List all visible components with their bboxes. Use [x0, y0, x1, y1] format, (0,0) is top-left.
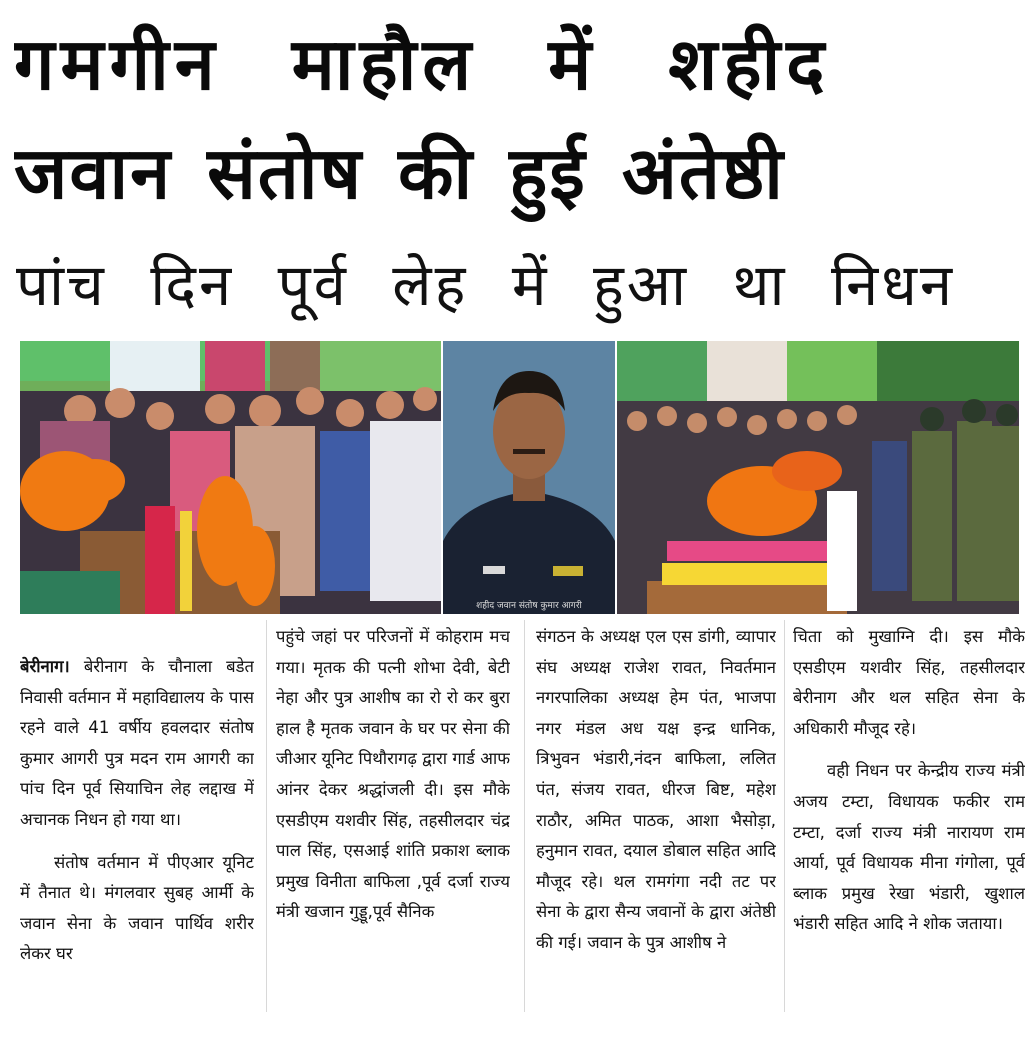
column-rule	[524, 620, 525, 1012]
dateline: बेरीनाग।	[20, 657, 70, 676]
article-column-1	[20, 652, 254, 1042]
article-paragraph: संगठन के अध्यक्ष एल एस डांगी, व्यापार संघ अध्यक्ष राजेश रावत, निवर्तमान नगरपालिका अध्यक्ष हेम पंत, भाजपा नगर मंडल अध यक्ष इन्द्र धानिक, त्रिभुवन भंडारी,नंदन बाफिला, ललित पंत, संजय रावत, धीरज बिष्ट, महेश राठौर, अमित पाठक, आशा भैसोड़ा, हनुमान रावत, दयाल डोबाल सहित आदि मौजूद रहे। थल रामगंगा नदी तट पर सेना के द्वारा सैन्य जवानों के द्वारा अंतेष्ठी की गई। जवान के पुत्र आशीष ने	[536, 627, 776, 952]
photo-army-tribute	[617, 341, 1019, 614]
column-rule	[784, 620, 785, 1012]
photo-soldier-portrait	[443, 341, 615, 614]
article-column-4	[793, 622, 1025, 1012]
article-paragraph: संतोष वर्तमान में पीएआर यूनिट में तैनात थे। मंगलवार सुबह आर्मी के जवान सेना के जवान पार्थिव शरीर लेकर घर	[20, 852, 254, 964]
article-paragraph: वही निधन पर केन्द्रीय राज्य मंत्री अजय टम्टा, विधायक फकीर राम टम्टा, दर्जा राज्य मंत्री नारायण राम आर्या, पूर्व विधायक मीना गंगोला, पूर्व ब्लाक प्रमुख रेखा भंडारी, खुशाल भंडारी सहित आदि ने शोक जताया।	[793, 761, 1025, 934]
article-paragraph: पहुंचे जहां पर परिजनों में कोहराम मच गया। मृतक की पत्नी शोभा देवी, बेटी नेहा और पुत्र आशीष का रो रो कर बुरा हाल है मृतक जवान के घर पर सेना की जीआर यूनिट पिथौरागढ़ द्वारा गार्ड आफ आंनर देकर श्रद्धांजली दी। इस मौके एसडीएम यशवीर सिंह, तहसीलदार चंद्र पाल सिंह, एसआई शांति प्रकाश ब्लाक प्रमुख विनीता बाफिला ,पूर्व दर्जा राज्य मंत्री खजान गुड्डू,पूर्व सैनिक	[276, 627, 510, 922]
article-paragraph: चिता को मुखाग्नि दी। इस मौके एसडीएम यशवीर सिंह, तहसीलदार बेरीनाग और थल सहित सेना के अधिकारी मौजूद रहे।	[793, 627, 1025, 738]
headline-line-2: जवान संतोष की हुई अंतेष्ठी	[14, 131, 785, 215]
column-rule	[266, 620, 267, 1012]
article-column-3	[536, 622, 776, 1012]
subheading: पांच दिन पूर्व लेह में हुआ था निधन	[16, 251, 956, 319]
article-column-2	[276, 622, 510, 1012]
photo-caption: शहीद जवान संतोष कुमार आगरी	[476, 601, 582, 611]
headline-line-1: गमगीन माहौल में शहीद	[14, 22, 831, 106]
article-paragraph: बेरीनाग के चौनाला बडेत निवासी वर्तमान में महाविद्यालय के पास रहने वाले 41 वर्षीय हवलदार संतोष कुमार आगरी पुत्र मदन राम आगरी का पांच दिन पूर्व सियाचिन लेह लद्दाख में अचानक निधन हो गया था।	[20, 657, 254, 829]
photo-mourners-coffin	[20, 341, 441, 614]
